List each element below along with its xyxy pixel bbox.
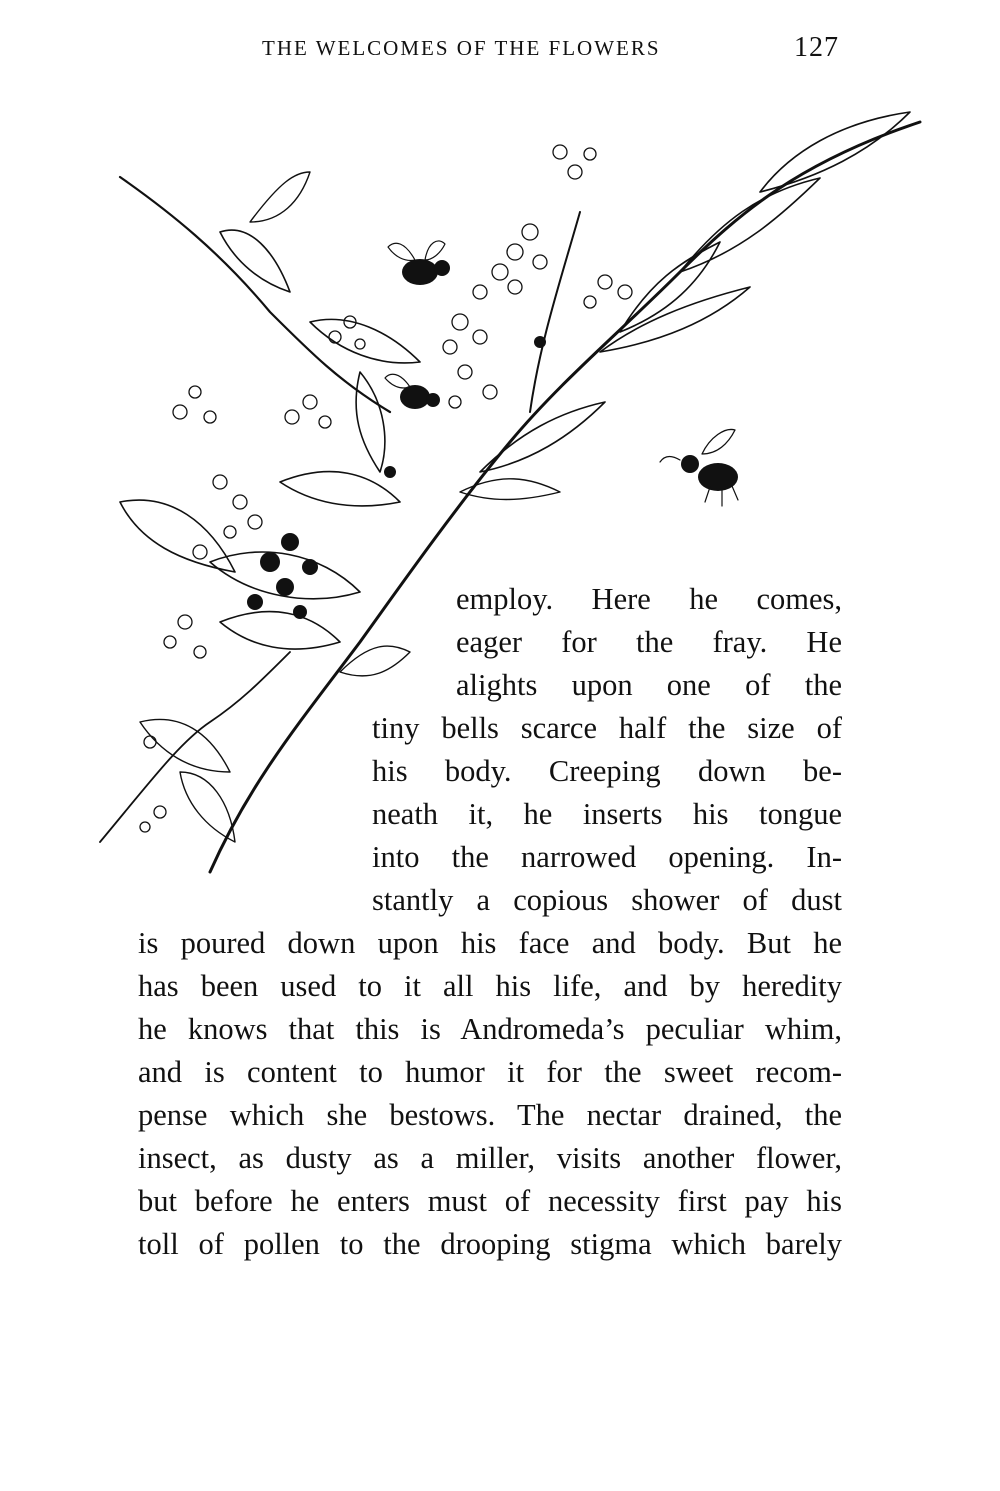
text-line: tiny bells scarce half the size of <box>372 711 842 745</box>
leaf <box>310 319 420 363</box>
text-line: his body. Creeping down be- <box>372 754 842 788</box>
page-header <box>0 32 1000 72</box>
bee-icon <box>385 374 440 409</box>
text-line: is poured down upon his face and body. But he <box>138 926 842 960</box>
text-line: pense which she bestows. The nectar drained, the <box>138 1098 842 1132</box>
leaf <box>250 172 310 222</box>
leaf <box>220 612 340 649</box>
leaf <box>120 500 235 572</box>
side-stem <box>530 212 580 412</box>
text-line: but before he enters must of necessity first pay his <box>138 1184 842 1218</box>
leaf <box>356 372 385 472</box>
running-title: THE WELCOMES OF THE FLOWERS <box>262 36 661 60</box>
upper-stem <box>120 177 390 412</box>
text-line: insect, as dusty as a miller, visits another flower, <box>138 1141 842 1175</box>
text-line: eager for the fray. He <box>456 625 842 659</box>
text-line: he knows that this is Andromeda’s peculiar whim, <box>138 1012 842 1046</box>
bee-icon <box>388 241 450 285</box>
leaf <box>220 230 290 292</box>
text-line: has been used to it all his life, and by heredity <box>138 969 842 1003</box>
flying-bee-icon <box>660 429 738 506</box>
text-line: and is content to humor it for the sweet recom- <box>138 1055 842 1089</box>
leaf <box>280 472 400 506</box>
leaf <box>460 479 560 500</box>
lower-stem <box>100 652 290 842</box>
leaf <box>340 646 410 676</box>
text-line: into the narrowed opening. In- <box>372 840 842 874</box>
leaf <box>480 402 605 472</box>
text-line: neath it, he inserts his tongue <box>372 797 842 831</box>
text-line: alights upon one of the <box>456 668 842 702</box>
leaf <box>180 772 235 842</box>
text-line: toll of pollen to the drooping stigma which barely <box>138 1227 842 1261</box>
leaf <box>600 287 750 352</box>
leaf <box>760 112 910 192</box>
page-number: 127 <box>794 32 839 63</box>
text-line: employ. Here he comes, <box>456 582 842 616</box>
leaf <box>140 719 230 772</box>
leaf <box>680 178 820 272</box>
text-line: stantly a copious shower of dust <box>372 883 842 917</box>
